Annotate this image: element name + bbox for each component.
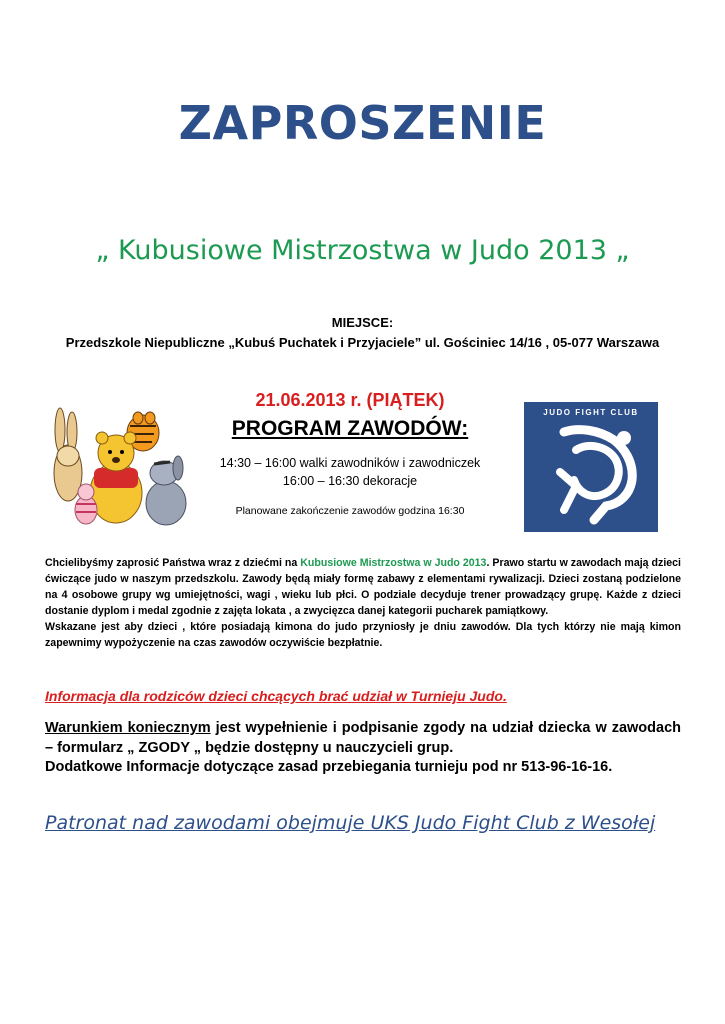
conditions-paragraph: [45, 719, 681, 758]
judo-fight-club-logo: [524, 402, 658, 532]
planned-end-time: Planowane zakończenie zawodów godzina 16:30: [235, 505, 465, 517]
condition-text: jest wypełnienie i podpisanie zgody na udział dziecka w zawodach – formularz „ ZGODY „ będzie dostępny u nauczycieli grup.: [45, 720, 681, 756]
schedule-line-1: 14:30 – 16:00 walki zawodników i zawodniczek: [219, 456, 481, 470]
judo-throw-icon: [524, 402, 658, 532]
additional-info: Dodatkowe Informacje dotyczące zasad przebiegania turnieju pod nr 513-96-16-16.: [45, 759, 613, 775]
event-date: 21.06.2013 r. (PIĄTEK): [255, 390, 445, 410]
body-text: Chcielibyśmy zaprosić Państwa wraz z dziećmi na: [45, 557, 301, 569]
invitation-body: [45, 555, 681, 651]
event-subtitle: „ Kubusiowe Mistrzostwa w Judo 2013 „: [95, 235, 630, 266]
body-paragraph-1: [45, 555, 681, 619]
body-text: . Prawo startu w zawodach mają dzieci ćwiczące judo w naszym przedszkolu. Zawody będą miały formę zabawy z elementami rywalizacji. Dzieci zostaną podzielone na 4 osobowe grupy wg umiejętności, wagi , wieku lub płci. O podziale decyduje trener prowadzący grupę. Każde z dzieci dostanie dyplom i medal zgodnie z zajęta lokata , a zwycięzca danej kategorii pucharek pamiątkowy.: [45, 557, 681, 617]
condition-emphasis: Warunkiem koniecznym: [45, 720, 211, 736]
logo-text: JUDO FIGHT CLUB: [543, 408, 639, 417]
schedule-line-2: 16:00 – 16:30 dekoracje: [282, 474, 418, 488]
event-name-highlight: Kubusiowe Mistrzostwa w Judo 2013: [300, 557, 487, 569]
parents-info-heading: Informacja dla rodziców dzieci chcących brać udział w Turnieju Judo.: [45, 688, 507, 704]
program-heading: PROGRAM ZAWODÓW:: [231, 417, 469, 440]
page-title: ZAPROSZENIE: [178, 96, 547, 150]
winnie-the-pooh-characters-illustration: [38, 398, 193, 533]
place-label: MIEJSCE:: [331, 315, 394, 330]
place-address: Przedszkole Niepubliczne „Kubuś Puchatek i Przyjaciele” ul. Gościniec 14/16 , 05-077 Warszawa: [65, 335, 660, 350]
patronage-line: Patronat nad zawodami obejmuje UKS Judo Fight Club z Wesołej: [45, 812, 656, 834]
conditions-block: [45, 719, 681, 778]
body-paragraph-2: Wskazane jest aby dzieci , które posiadają kimona do judo przyniosły je dniu zawodów. Dla tych którzy nie mają kimon zapewnimy wypożyczenie na czas zawodów oczywiście bezpłatnie.: [45, 621, 681, 649]
